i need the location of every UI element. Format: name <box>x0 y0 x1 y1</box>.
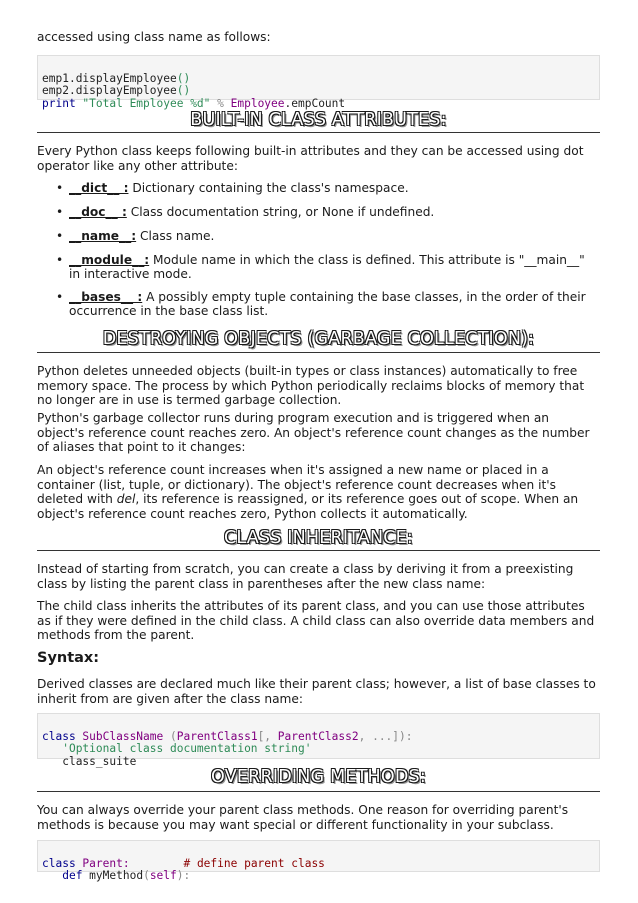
attribute-desc: A possibly empty tuple containing the base classes, in the order of their occurrence in the base class list. <box>69 290 586 318</box>
list-item-text <box>69 181 589 195</box>
code-token: emp1 <box>42 71 69 85</box>
destroying-paragraph-3 <box>37 463 600 521</box>
inheritance-paragraph-2: The child class inherits the attributes of its parent class, and you can use those attributes as if they were defined in the child class. A child class can also override data members and methods from the parent. <box>37 599 595 642</box>
list-item-text <box>69 290 589 318</box>
attribute-desc: Class documentation string, or None if undefined. <box>126 205 435 219</box>
inheritance-paragraph-3: Derived classes are declared much like their parent class; however, a list of base classes to inherit from are given after the class name: <box>37 677 596 706</box>
attribute-desc: Module name in which the class is defined. This attribute is "__main__" in interactive mode. <box>69 253 585 281</box>
section-heading-overriding: OVERRIDING METHODS: <box>211 767 426 787</box>
bullet: • <box>56 229 64 243</box>
bullet: • <box>56 181 64 195</box>
code-token: class <box>42 729 76 743</box>
inheritance-paragraph-1: Instead of starting from scratch, you can create a class by deriving it from a preexisting class by listing the parent class in parentheses after the new class name: <box>37 562 574 591</box>
overriding-paragraph: You can always override your parent class methods. One reason for overriding parent's methods is because you may want special or different functionality in your subclass. <box>37 803 569 832</box>
intro-text: accessed using class name as follows: <box>37 30 271 44</box>
list-item-text <box>69 229 589 243</box>
code-token: ParentClass1 <box>176 729 258 743</box>
builtin-paragraph: Every Python class keeps following built-in attributes and they can be accessed using dot operator like any other attribute: <box>37 144 584 173</box>
attribute-term: __doc__ : <box>69 205 127 219</box>
bullet: • <box>56 290 64 304</box>
code-token: [, <box>257 729 278 743</box>
del-keyword: del <box>116 492 136 506</box>
code-line <box>42 72 190 85</box>
heading-rule <box>37 791 600 792</box>
code-token: .displayEmployee <box>68 71 177 85</box>
attribute-term: __name__: <box>69 229 137 243</box>
code-line <box>42 84 190 97</box>
code-token: class <box>42 856 76 870</box>
code-token: ): <box>176 869 191 883</box>
code-token: Parent: <box>75 856 130 870</box>
section-heading-builtin: BUILT-IN CLASS ATTRIBUTES: <box>190 110 447 130</box>
destroying-paragraph-1: Python deletes unneeded objects (built-in types or class instances) automatically to free memory space. The process by which Python periodically reclaims blocks of memory that no longer are in use is termed garbage collection. <box>37 364 585 407</box>
code-line <box>42 857 325 870</box>
code-token: emp2 <box>42 84 69 98</box>
paragraph-text: An object's reference count increases when it's assigned a new name or placed in a container (list, tuple, or dictionary). The object's reference count decreases when it's deleted with <box>37 463 556 506</box>
heading-rule <box>37 550 600 551</box>
destroying-paragraph-2: Python's garbage collector runs during program execution and is triggered when an object's reference count reaches zero. An object's reference count changes as the number of aliases that point to it changes: <box>37 411 590 454</box>
attribute-desc: Class name. <box>136 229 215 243</box>
code-token: .empCount <box>284 96 346 110</box>
syntax-heading: Syntax: <box>37 650 100 666</box>
section-heading-destroying: DESTROYING OBJECTS (GARBAGE COLLECTION): <box>102 329 535 349</box>
code-token: ParentClass2 <box>277 729 359 743</box>
code-token: , ...]): <box>358 729 413 743</box>
code-block-subclass <box>37 713 600 768</box>
heading-rule <box>37 352 600 353</box>
bullet: • <box>56 253 64 267</box>
code-comment: # define parent class <box>183 856 325 870</box>
code-token: self <box>149 869 177 883</box>
code-token: print <box>42 96 76 110</box>
code-line <box>42 97 345 110</box>
bullet: • <box>56 205 64 219</box>
code-token: SubClassName <box>75 729 164 743</box>
code-block-parent <box>37 840 600 883</box>
code-token: () <box>176 84 191 98</box>
code-line <box>62 869 190 882</box>
code-token: class_suite <box>62 754 137 768</box>
list-item-text <box>69 253 589 281</box>
code-token: ( <box>163 729 177 743</box>
attribute-term: __bases__ : <box>69 290 143 304</box>
code-block-display-employee <box>37 55 600 110</box>
code-token: myMethod <box>82 869 144 883</box>
code-token: () <box>176 71 191 85</box>
list-item-text <box>69 205 589 219</box>
attribute-term: __dict__ : <box>69 181 129 195</box>
code-token: "Total Employee %d" <box>75 96 211 110</box>
code-token: ( <box>143 869 150 883</box>
paragraph-text: , its reference is reassigned, or its reference goes out of scope. When an object's reference count reaches zero, Python collects it automatically. <box>37 492 579 521</box>
code-token: .displayEmployee <box>68 84 177 98</box>
code-token: def <box>62 869 83 883</box>
section-heading-inheritance: CLASS INHERITANCE: <box>223 528 414 548</box>
code-token: Employee <box>223 96 285 110</box>
code-line <box>42 730 413 743</box>
code-docstring: 'Optional class documentation string' <box>62 742 312 756</box>
attribute-term: __module__: <box>69 253 150 267</box>
attribute-desc: Dictionary containing the class's namespace. <box>128 181 409 195</box>
code-token: % <box>210 96 224 110</box>
heading-rule <box>37 132 600 133</box>
